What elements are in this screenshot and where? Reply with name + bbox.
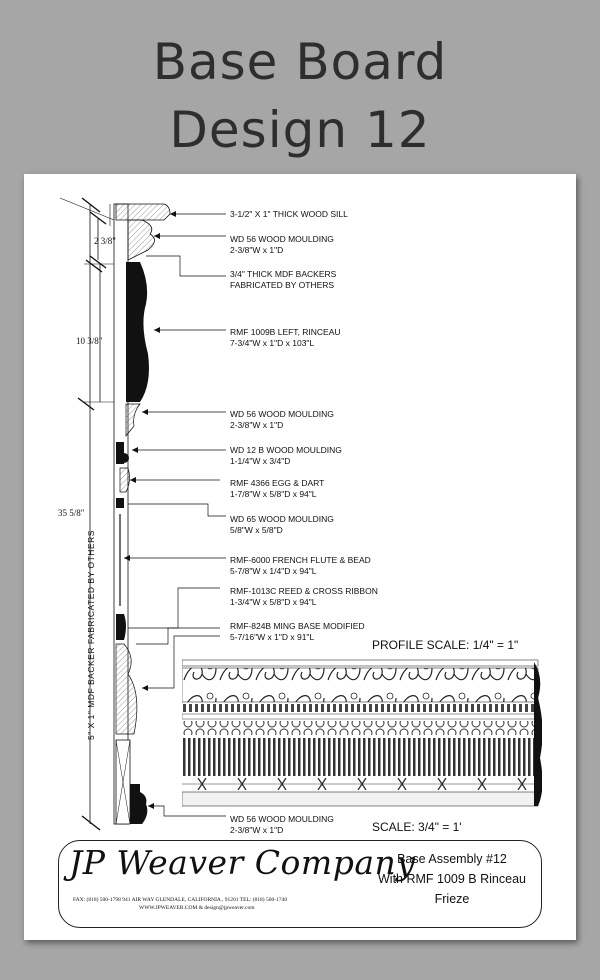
label-wood-sill: 3-1/2" X 1" THICK WOOD SILL — [230, 209, 348, 219]
page-title-line2: Design 12 — [169, 101, 431, 159]
assembly-line1: Base Assembly #12 — [397, 852, 507, 866]
assembly-line3: Frieze — [434, 892, 470, 906]
title-block — [58, 840, 542, 928]
label-wd56-mid: WD 56 WOOD MOULDING 2-3/8"W x 1"D — [230, 409, 334, 430]
rinceau-frieze-illustration — [182, 658, 542, 808]
page-title-line1: Base Board — [152, 33, 448, 91]
assembly-description — [377, 849, 527, 909]
company-web-email: WWW.JPWEAVER.COM & design@jpweaver.com — [139, 905, 255, 911]
dimension-overall: 35 5/8" — [58, 508, 85, 518]
label-rmf4366: RMF 4366 EGG & DART 1-7/8"W x 5/8"D x 94"L — [230, 478, 325, 499]
label-wd56-top: WD 56 WOOD MOULDING 2-3/8"W x 1"D — [230, 234, 334, 255]
label-mdf-backers: 3/4" THICK MDF BACKERS FABRICATED BY OTHERS — [230, 269, 337, 290]
label-wd12b: WD 12 B WOOD MOULDING 1-1/4"W x 3/4"D — [230, 445, 342, 466]
company-address: FAX: (818) 500-1798 941 AIR WAY GLENDALE, CALIFORNIA , 91201 TEL: (818) 500-1740 — [73, 897, 288, 903]
dimension-top: 2 3/8" — [94, 236, 116, 246]
drawing-scale: SCALE: 3/4" = 1' — [372, 820, 462, 834]
label-rmf6000: RMF-6000 FRENCH FLUTE & BEAD 5-7/8"W x 1/4"D x 94"L — [230, 555, 371, 576]
label-wd56-bottom: WD 56 WOOD MOULDING 2-3/8"W x 1"D — [230, 814, 334, 835]
label-rmf1009b: RMF 1009B LEFT, RINCEAU 7-3/4"W x 1"D x 103"L — [230, 327, 341, 348]
company-logo: JP Weaver Company — [69, 843, 416, 882]
profile-scale: PROFILE SCALE: 1/4" = 1" — [372, 638, 519, 652]
label-rmf1013c: RMF-1013C REED & CROSS RIBBON 1-3/4"W x 5/8"D x 94"L — [230, 586, 378, 607]
assembly-line2: With RMF 1009 B Rinceau — [378, 872, 526, 886]
label-wd65: WD 65 WOOD MOULDING 5/8"W x 5/8"D — [230, 514, 334, 535]
backer-note: 5" X 1" MDF BACKER FABRICATED BY OTHERS — [86, 530, 96, 740]
drawing-sheet — [24, 174, 576, 940]
dimension-middle: 10 3/8" — [76, 336, 103, 346]
label-rmf824b: RMF-824B MING BASE MODIFIED 5-7/16"W x 1"D x 91"L — [230, 621, 365, 642]
